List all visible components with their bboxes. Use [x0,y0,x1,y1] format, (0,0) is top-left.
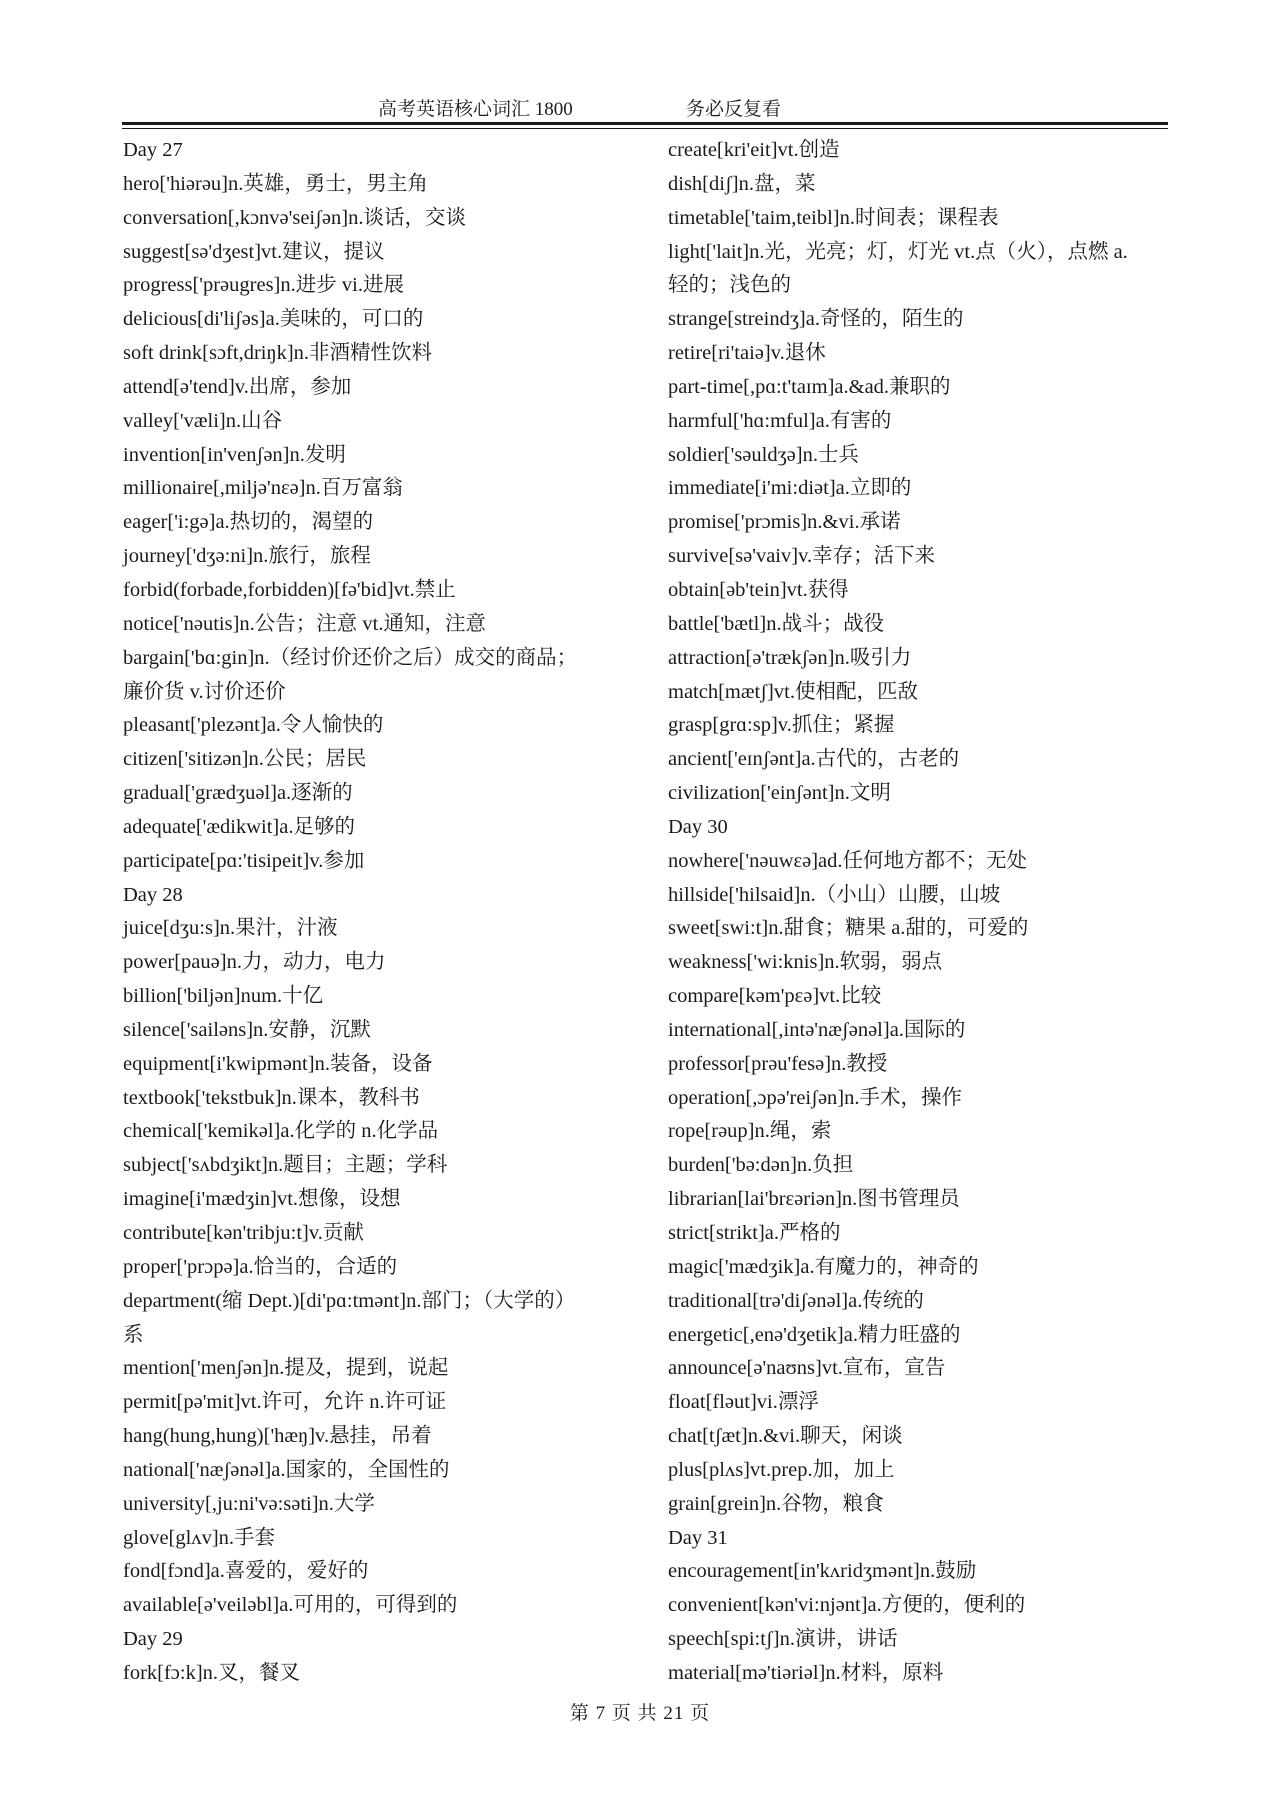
vocab-line: chemical['kemikəl]a.化学的 n.化学品 [123,1120,439,1143]
vocab-line: Day 27 [123,139,183,161]
page-number: 第 7 页 共 21 页 [569,1703,711,1724]
vocab-line: rope[rəup]n.绳，索 [668,1120,832,1143]
vocab-line: Day 29 [123,1628,183,1651]
vocab-line: invention[in'venʃən]n.发明 [123,443,346,466]
vocab-line: compare[kəm'pɛə]vt.比较 [668,985,882,1008]
vocab-line: hang(hung,hung)['hæŋ]v.悬挂，吊着 [123,1425,432,1448]
vocab-line: librarian[lai'brɛəriən]n.图书管理员 [668,1188,960,1211]
vocab-line: magic['mædʒik]a.有魔力的，神奇的 [668,1255,979,1278]
vocab-line: nowhere['nəuwɛə]ad.任何地方都不；无处 [668,849,1028,872]
vocab-line: soft drink[sɔft,driŋk]n.非酒精性饮料 [123,342,433,365]
vocab-line: immediate[i'mi:diət]a.立即的 [668,477,912,500]
vocab-line: strange[streindʒ]a.奇怪的，陌生的 [668,308,964,331]
vocab-line: power[pauə]n.力，动力，电力 [123,951,386,974]
left-column [123,134,643,1691]
vocab-line: match[mætʃ]vt.使相配，匹敌 [668,680,918,703]
vocab-line: equipment[i'kwipmənt]n.装备，设备 [123,1052,433,1075]
vocab-line: millionaire[,miljə'nɛə]n.百万富翁 [123,477,403,500]
vocab-line: silence['sailəns]n.安静，沉默 [123,1018,371,1041]
page-header [124,94,1168,122]
vocab-line: permit[pə'mit]vt.许可，允许 n.许可证 [123,1391,447,1414]
vocab-line: speech[spi:tʃ]n.演讲，讲话 [668,1628,898,1651]
vocab-line: obtain[əb'tein]vt.获得 [668,578,849,601]
vocab-line: 廉价货 v.讨价还价 [123,680,286,703]
vocab-line: Day 28 [123,883,183,906]
vocab-line: subject['sʌbdʒikt]n.题目；主题；学科 [123,1154,448,1177]
vocab-line: billion['biljən]num.十亿 [123,985,324,1008]
vocab-line: civilization['einʃənt]n.文明 [668,782,891,805]
vocab-line: available[ə'veiləbl]a.可用的，可得到的 [123,1594,458,1617]
vocab-line: attraction[ə'trækʃən]n.吸引力 [668,646,912,669]
vocab-line: material[mə'tiəriəl]n.材料，原料 [668,1661,944,1684]
vocab-line: light['lait]n.光，光亮；灯，灯光 vt.点（火），点燃 a. [668,240,1128,263]
vocab-line: retire[ri'taiə]v.退休 [668,342,826,365]
vocab-line: survive[sə'vaiv]v.幸存；活下来 [668,545,936,568]
vocab-line: Day 31 [668,1526,728,1549]
vocab-line: proper['prɔpə]a.恰当的，合适的 [123,1255,398,1278]
vocab-line: juice[dʒu:s]n.果汁，汁液 [123,917,338,940]
vocab-line: fork[fɔ:k]n.叉，餐叉 [123,1661,301,1684]
vocab-line: eager['i:gə]a.热切的，渴望的 [123,511,374,534]
vocab-line: pleasant['plezənt]a.令人愉快的 [123,714,384,737]
vocab-line: notice['nəutis]n.公告；注意 vt.通知，注意 [123,612,486,635]
vocab-line: sweet[swi:t]n.甜食；糖果 a.甜的，可爱的 [668,917,1029,940]
header-rule-thick [122,122,1168,125]
vocab-line: university[,ju:ni'və:səti]n.大学 [123,1492,375,1515]
vocab-line: international[,intə'næʃənəl]a.国际的 [668,1018,966,1041]
vocab-line: weakness['wi:knis]n.软弱，弱点 [668,951,943,974]
vocab-line: Day 30 [668,815,728,838]
vocab-line: timetable['taim,teibl]n.时间表；课程表 [668,206,999,229]
vocab-line: energetic[,enə'dʒetik]a.精力旺盛的 [668,1323,961,1346]
vocab-line: mention['menʃən]n.提及，提到，说起 [123,1357,449,1380]
vocab-line: float[fləut]vi.漂浮 [668,1391,819,1414]
vocab-line: national['næʃənəl]a.国家的，全国性的 [123,1458,450,1481]
vocab-line: soldier['səuldʒə]n.士兵 [668,443,859,466]
vocab-line: announce[ə'naʊns]vt.宣布，宣告 [668,1357,946,1380]
header-motto: 务必反复看 [686,99,782,120]
vocab-line: hillside['hilsaid]n.（小山）山腰，山坡 [668,883,1001,906]
vocab-line: department(缩 Dept.)[di'pɑ:tmənt]n.部门；（大学的） [123,1289,576,1312]
vocab-line: attend[ə'tend]v.出席，参加 [123,375,352,398]
header-title: 高考英语核心词汇 1800 [378,99,573,120]
vocab-line: citizen['sitizən]n.公民；居民 [123,748,367,771]
vocab-line: suggest[sə'dʒest]vt.建议，提议 [123,240,385,263]
vocab-line: strict[strikt]a.严格的 [668,1222,841,1244]
vocab-line: hero['hiərəu]n.英雄，勇士，男主角 [123,172,428,195]
vocab-line: harmful['hɑ:mful]a.有害的 [668,409,892,432]
vocab-line: progress['prəugres]n.进步 vi.进展 [123,274,404,297]
vocab-line: bargain['bɑ:gin]n.（经讨价还价之后）成交的商品； [123,646,578,669]
vocab-line: 轻的；浅色的 [668,274,791,297]
vocab-line: delicious[di'liʃəs]a.美味的，可口的 [123,308,424,331]
vocab-line: forbid(forbade,forbidden)[fə'bid]vt.禁止 [123,578,456,601]
vocab-line: promise['prɔmis]n.&vi.承诺 [668,511,901,534]
vocab-line: battle['bætl]n.战斗；战役 [668,612,885,635]
vocab-line: glove[glʌv]n.手套 [123,1526,276,1549]
vocab-line: contribute[kən'tribju:t]v.贡献 [123,1222,364,1244]
vocab-line: grasp[grɑ:sp]v.抓住；紧握 [668,714,895,737]
vocab-line: journey['dʒə:ni]n.旅行，旅程 [123,545,371,568]
vocab-line: 系 [123,1323,144,1346]
vocab-line: plus[plʌs]vt.prep.加，加上 [668,1458,895,1481]
vocab-line: ancient['eɪnʃənt]a.古代的，古老的 [668,748,960,771]
right-column [668,134,1176,1691]
vocab-line: burden['bə:dən]n.负担 [668,1154,854,1177]
vocab-line: encouragement[in'kʌridʒmənt]n.鼓励 [668,1560,977,1583]
vocab-line: create[kri'eit]vt.创造 [668,139,840,161]
vocab-line: traditional[trə'diʃənəl]a.传统的 [668,1289,924,1312]
vocab-line: grain[grein]n.谷物，粮食 [668,1492,884,1515]
header-rule-thin [122,128,1168,129]
vocab-line: fond[fɔnd]a.喜爱的，爱好的 [123,1560,369,1583]
vocab-line: part-time[,pɑ:t'taɪm]a.&ad.兼职的 [668,375,951,398]
vocab-line: textbook['tekstbuk]n.课本，教科书 [123,1086,420,1109]
vocab-line: participate[pɑ:'tisipeit]v.参加 [123,849,365,872]
vocab-line: operation[,ɔpə'reiʃən]n.手术，操作 [668,1086,963,1109]
vocab-line: dish[diʃ]n.盘，菜 [668,172,816,195]
vocab-line: convenient[kən'vi:njənt]a.方便的，便利的 [668,1594,1026,1617]
vocab-line: imagine[i'mædʒin]vt.想像，设想 [123,1188,401,1211]
vocab-line: conversation[,kɔnvə'seiʃən]n.谈话，交谈 [123,206,466,229]
vocab-line: gradual['grædʒuəl]a.逐渐的 [123,782,353,805]
vocab-line: chat[tʃæt]n.&vi.聊天，闲谈 [668,1425,903,1448]
vocab-line: professor[prəu'fesə]n.教授 [668,1052,888,1075]
vocab-line: adequate['ædikwit]a.足够的 [123,815,355,838]
vocab-line: valley['væli]n.山谷 [123,409,283,432]
